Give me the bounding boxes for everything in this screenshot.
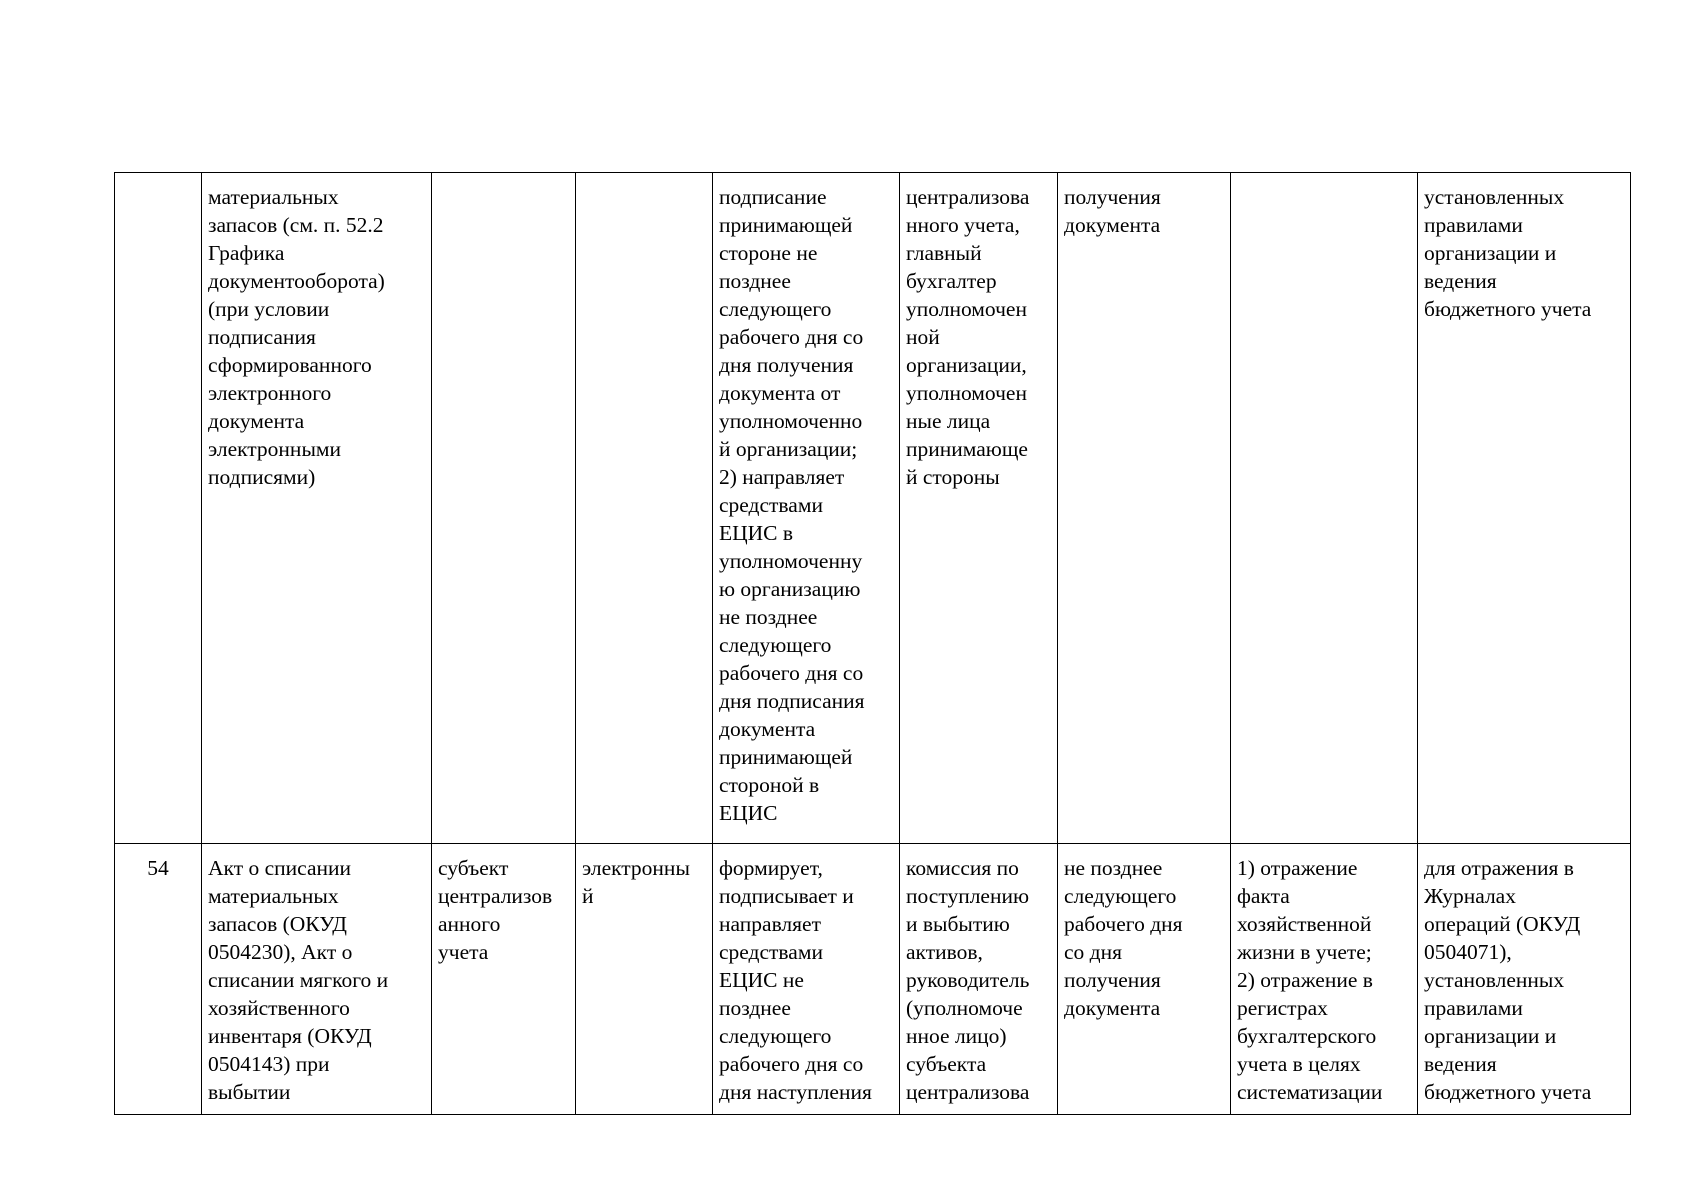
table-row (115, 173, 1631, 844)
creator: субъект централизов анного учета (438, 856, 553, 964)
registers: установленных правилами организации и ведения бюджетного учета (1424, 185, 1592, 321)
signers: комиссия по поступлению и выбытию активов, руководитель (уполномоче нное лицо) субъекта централизова (906, 856, 1030, 1104)
signers: централизова нного учета, главный бухгалтер уполномочен ной организации, уполномочен ные лица принимающе й стороны (906, 185, 1030, 489)
registers-cell (1418, 173, 1631, 844)
row-number-cell (115, 173, 202, 844)
deadline: получения документа (1064, 185, 1161, 237)
action-procedure: подписание принимающей стороне не позднее следующего рабочего дня со дня получения документа от уполномоченно й организации; 2) направляет средствами ЕЦИС в уполномоченну ю организацию не позднее следующего рабочего дня со дня подписания документа принимающей стороной в ЕЦИС (719, 185, 865, 825)
action-cell (713, 173, 900, 844)
row-number: 54 (147, 856, 169, 880)
signer-cell (900, 173, 1058, 844)
document-name: материальных запасов (см. п. 52.2 Графика документооборота) (при условии подписания сформированного электронного документа электронными подписями) (208, 185, 385, 489)
deadline: не позднее следующего рабочего дня со дня получения документа (1064, 856, 1183, 1020)
document-form: электронны й (582, 856, 690, 908)
registers-cell (1418, 844, 1631, 1115)
creator-cell (432, 173, 576, 844)
document-name: Акт о списании материальных запасов (ОКУД 0504230), Акт о списании мягкого и хозяйственного инвентаря (ОКУД 0504143) при выбытии (208, 856, 389, 1104)
document-name-cell (202, 844, 432, 1115)
signer-cell (900, 844, 1058, 1115)
document-name-cell (202, 173, 432, 844)
table-row (115, 844, 1631, 1115)
action-cell (713, 844, 900, 1115)
deadline-cell (1058, 173, 1231, 844)
creator-cell (432, 844, 576, 1115)
action-procedure: формирует, подписывает и направляет средствами ЕЦИС не позднее следующего рабочего дня со дня наступления (719, 856, 872, 1104)
form-cell (576, 173, 713, 844)
purpose-cell (1231, 173, 1418, 844)
form-cell (576, 844, 713, 1115)
document-table (114, 172, 1631, 1115)
registers: для отражения в Журналах операций (ОКУД 0504071), установленных правилами организации и ведения бюджетного учета (1424, 856, 1592, 1104)
purpose-cell (1231, 844, 1418, 1115)
row-number-cell (115, 844, 202, 1115)
purpose: 1) отражение факта хозяйственной жизни в учете; 2) отражение в регистрах бухгалтерского учета в целях систематизации (1237, 856, 1383, 1104)
deadline-cell (1058, 844, 1231, 1115)
